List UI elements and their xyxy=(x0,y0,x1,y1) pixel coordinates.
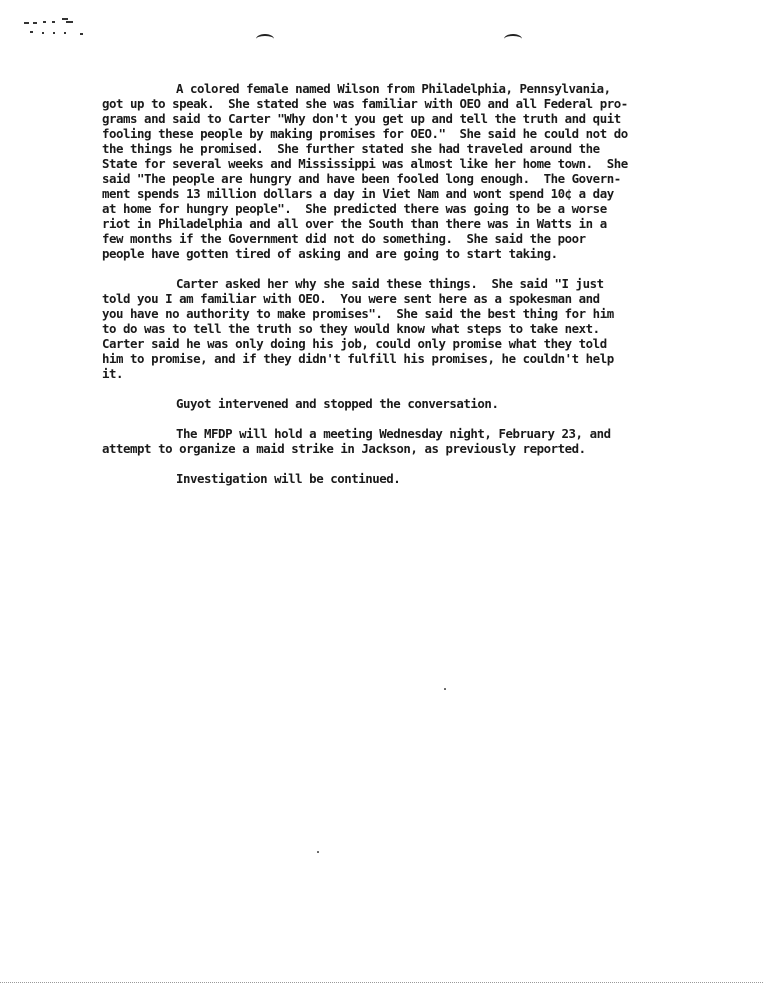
text-line: the things he promised. She further stated she had traveled around the xyxy=(102,141,600,156)
paragraph xyxy=(102,426,682,456)
paragraph xyxy=(102,276,682,381)
hole-punch-mark-left xyxy=(256,34,274,44)
text-line: ment spends 13 million dollars a day in Viet Nam and wont spend 10¢ a day xyxy=(102,186,614,201)
text-line: attempt to organize a maid strike in Jackson, as previously reported. xyxy=(102,441,586,456)
text-line: Guyot intervened and stopped the conversation. xyxy=(176,396,499,411)
text-line: riot in Philadelphia and all over the South than there was in Watts in a xyxy=(102,216,607,231)
scan-artifact-marks xyxy=(22,16,92,40)
speck xyxy=(317,851,319,853)
text-line: told you I am familiar with OEO. You were sent here as a spokesman and xyxy=(102,291,600,306)
page-bottom-edge xyxy=(0,982,763,985)
hole-punch-mark-right xyxy=(504,34,522,44)
text-line: fooling these people by making promises for OEO." She said he could not do xyxy=(102,126,628,141)
text-line: The MFDP will hold a meeting Wednesday night, February 23, and xyxy=(176,426,611,441)
text-line: few months if the Government did not do something. She said the poor xyxy=(102,231,586,246)
text-line: said "The people are hungry and have been fooled long enough. The Govern- xyxy=(102,171,621,186)
text-line: State for several weeks and Mississippi was almost like her home town. She xyxy=(102,156,628,171)
text-line: Carter asked her why she said these things. She said "I just xyxy=(176,276,604,291)
document-body xyxy=(102,81,682,501)
text-line: to do was to tell the truth so they would know what steps to take next. xyxy=(102,321,600,336)
text-line: it. xyxy=(102,366,124,381)
speck xyxy=(444,688,446,690)
text-line: him to promise, and if they didn't fulfill his promises, he couldn't help xyxy=(102,351,614,366)
text-line: A colored female named Wilson from Philadelphia, Pennsylvania, xyxy=(176,81,611,96)
text-line: Carter said he was only doing his job, could only promise what they told xyxy=(102,336,607,351)
paragraph xyxy=(102,81,682,261)
text-line: grams and said to Carter "Why don't you get up and tell the truth and quit xyxy=(102,111,621,126)
paragraph xyxy=(102,471,682,486)
text-line: people have gotten tired of asking and are going to start taking. xyxy=(102,246,558,261)
text-line: at home for hungry people". She predicted there was going to be a worse xyxy=(102,201,607,216)
text-line: Investigation will be continued. xyxy=(176,471,401,486)
paragraph xyxy=(102,396,682,411)
text-line: you have no authority to make promises". She said the best thing for him xyxy=(102,306,614,321)
text-line: got up to speak. She stated she was familiar with OEO and all Federal pro- xyxy=(102,96,628,111)
